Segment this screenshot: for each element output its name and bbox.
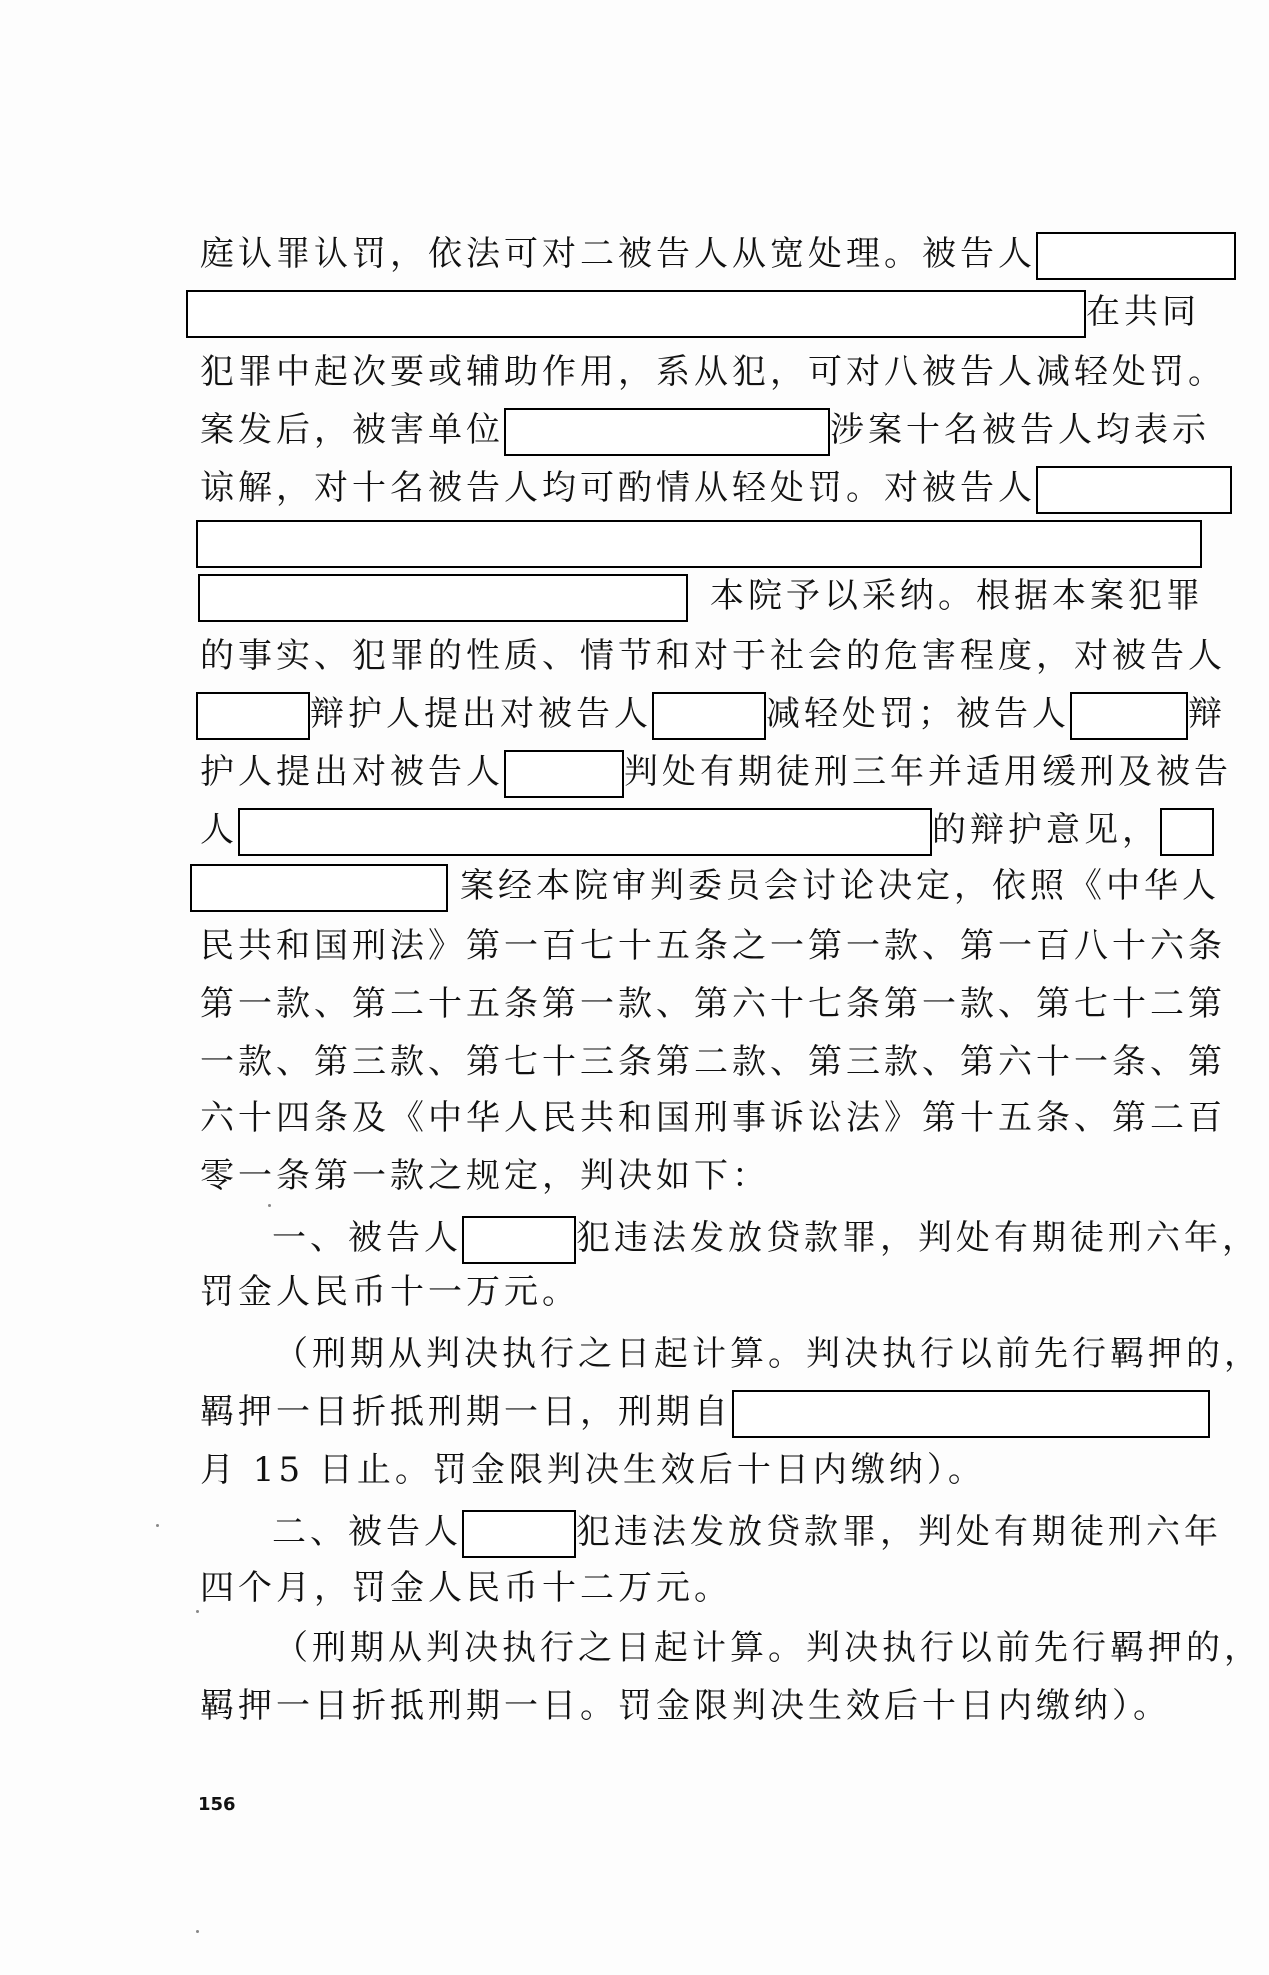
- text-segment: 在共同: [1086, 292, 1200, 332]
- text-segment: 罚金人民币十一万元。: [200, 1272, 580, 1312]
- text-line: [274, 1628, 1262, 1668]
- text-segment: 羁押一日折抵刑期一日。罚金限判决生效后十日内缴纳）。: [200, 1686, 1171, 1726]
- text-segment: （刑期从判决执行之日起计算。判决执行以前先行羁押的，: [274, 1334, 1262, 1374]
- text-line: [200, 1568, 732, 1608]
- redaction-box: [504, 750, 624, 798]
- redaction-box: [186, 290, 1086, 338]
- text-segment: 犯违法发放贷款罪，判处有期徒刑六年，: [576, 1218, 1260, 1258]
- redaction-box: [462, 1510, 576, 1558]
- text-segment: 辩护人提出对被告人: [310, 694, 652, 734]
- text-segment: 护人提出对被告人: [200, 752, 504, 792]
- text-line: [190, 864, 1220, 912]
- text-segment: 民共和国刑法》第一百七十五条之一第一款、第一百八十六条: [200, 926, 1226, 966]
- text-line: [200, 232, 1236, 280]
- redaction-box: [1036, 232, 1236, 280]
- text-segment: 辩: [1188, 694, 1226, 734]
- page-number: 156: [198, 1794, 236, 1815]
- text-segment: 本院予以采纳。根据本案犯罪: [710, 576, 1204, 616]
- text-segment: 案经本院审判委员会讨论决定，依照《中华人: [460, 866, 1220, 906]
- text-line: [272, 1216, 1260, 1264]
- text-segment: 零一条第一款之规定，判决如下：: [200, 1156, 770, 1196]
- text-segment: 人: [200, 810, 238, 850]
- text-segment: 庭认罪认罚，依法可对二被告人从宽处理。被告人: [200, 234, 1036, 274]
- text-segment: 的事实、犯罪的性质、情节和对于社会的危害程度，对被告人: [200, 636, 1226, 676]
- text-line: [200, 1390, 1210, 1438]
- text-segment: 羁押一日折抵刑期一日，刑期自: [200, 1392, 732, 1432]
- scan-speck: [268, 1204, 271, 1207]
- text-segment: 案发后，被害单位: [200, 410, 504, 450]
- text-segment: 的辩护意见，: [932, 810, 1160, 850]
- text-segment: 犯罪中起次要或辅助作用，系从犯，可对八被告人减轻处罚。: [200, 352, 1226, 392]
- scan-speck: [156, 1524, 159, 1527]
- text-segment: 月 15 日止。罚金限判决生效后十日内缴纳）。: [200, 1450, 986, 1490]
- text-line: [272, 1510, 1222, 1558]
- text-line: [200, 408, 1210, 456]
- text-line: [196, 520, 1202, 568]
- redaction-box: [1070, 692, 1188, 740]
- text-line: [200, 750, 1232, 798]
- redaction-box: [462, 1216, 576, 1264]
- text-segment: 一、被告人: [272, 1218, 462, 1258]
- text-line: [200, 1686, 1171, 1726]
- scan-speck: [196, 1930, 199, 1933]
- redaction-box: [190, 864, 448, 912]
- text-line: [186, 290, 1200, 338]
- text-line: [200, 466, 1232, 514]
- redaction-box: [1036, 466, 1232, 514]
- text-segment: 一款、第三款、第七十三条第二款、第三款、第六十一条、第: [200, 1042, 1226, 1082]
- redaction-box: [652, 692, 766, 740]
- redaction-box: [504, 408, 830, 456]
- redaction-box: [1160, 808, 1214, 856]
- text-line: [200, 352, 1226, 392]
- text-segment: 二、被告人: [272, 1512, 462, 1552]
- text-line: [200, 1042, 1226, 1082]
- redaction-box: [732, 1390, 1210, 1438]
- text-segment: （刑期从判决执行之日起计算。判决执行以前先行羁押的，: [274, 1628, 1262, 1668]
- text-segment: 谅解，对十名被告人均可酌情从轻处罚。对被告人: [200, 468, 1036, 508]
- text-segment: 判处有期徒刑三年并适用缓刑及被告: [624, 752, 1232, 792]
- text-segment: 四个月，罚金人民币十二万元。: [200, 1568, 732, 1608]
- text-segment: 第一款、第二十五条第一款、第六十七条第一款、第七十二第: [200, 984, 1226, 1024]
- redaction-box: [196, 692, 310, 740]
- text-line: [200, 1156, 770, 1196]
- text-line: [200, 1450, 986, 1490]
- redaction-box: [196, 520, 1202, 568]
- text-line: [274, 1334, 1262, 1374]
- text-segment: 犯违法发放贷款罪，判处有期徒刑六年: [576, 1512, 1222, 1552]
- text-line: [200, 808, 1214, 856]
- text-line: [200, 1098, 1226, 1138]
- text-segment: 减轻处罚；被告人: [766, 694, 1070, 734]
- redaction-box: [198, 574, 688, 622]
- text-line: [200, 636, 1226, 676]
- redaction-box: [238, 808, 932, 856]
- text-segment: 六十四条及《中华人民共和国刑事诉讼法》第十五条、第二百: [200, 1098, 1226, 1138]
- text-line: [200, 1272, 580, 1312]
- text-line: [196, 692, 1226, 740]
- text-line: [200, 926, 1226, 966]
- text-segment: 涉案十名被告人均表示: [830, 410, 1210, 450]
- text-line: [200, 984, 1226, 1024]
- text-line: [198, 574, 1204, 622]
- scan-speck: [196, 1610, 199, 1613]
